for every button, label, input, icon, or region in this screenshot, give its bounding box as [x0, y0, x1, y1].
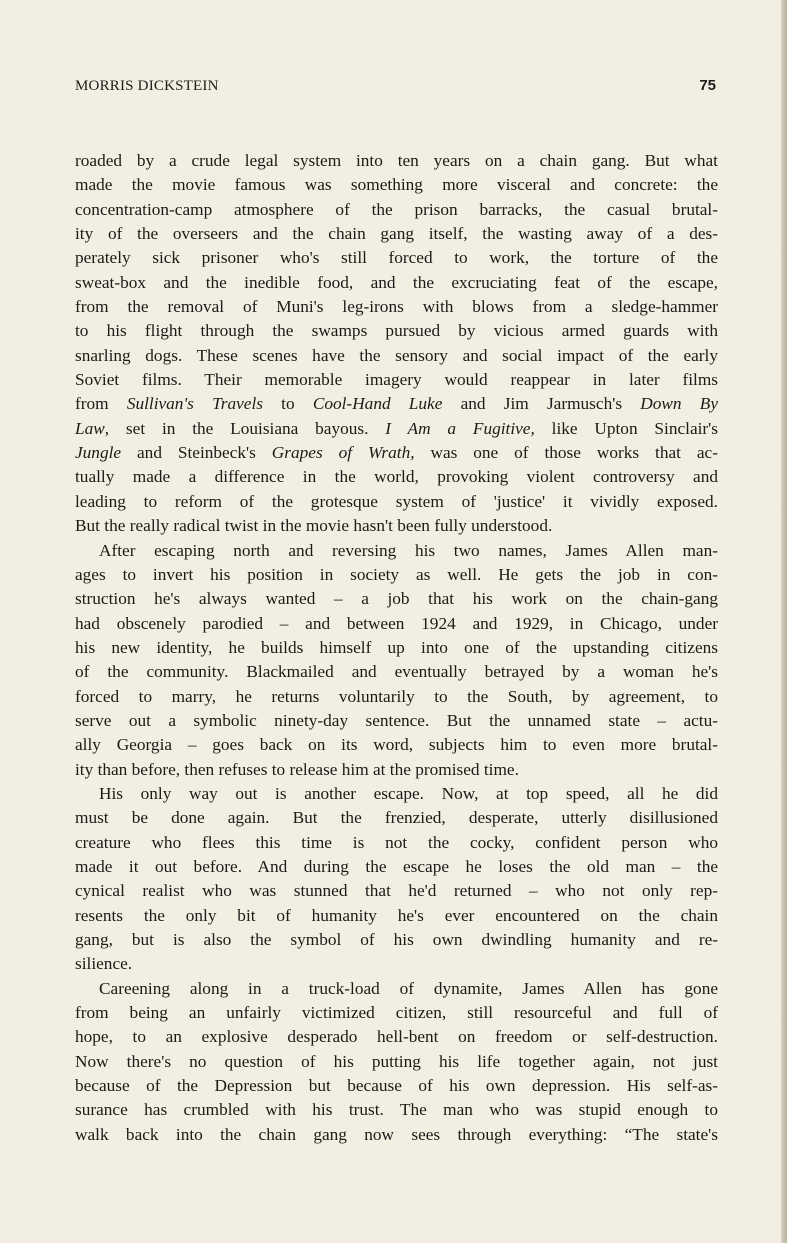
- text-line: struction he's always wanted – a job that his work on the chain-gang: [75, 589, 718, 609]
- book-title-grapes-of-wrath: Grapes of Wrath,: [271, 443, 415, 463]
- film-title-down-by-law: Law: [75, 418, 105, 438]
- text-line: walk back into the chain gang now sees through everything: “The state's: [75, 1124, 718, 1144]
- film-title-sullivans-travels: Sullivan's Travels: [126, 394, 263, 414]
- text-line: His only way out is another escape. Now, at top speed, all he did: [99, 783, 718, 803]
- text-line: made the movie famous was something more visceral and concrete: the: [75, 175, 718, 195]
- text-run: and Jim Jarmusch's: [442, 394, 641, 414]
- page-edge: [781, 0, 787, 1243]
- text-line: leading to reform of the grotesque system of 'justice' it vividly exposed.: [75, 491, 718, 511]
- text-line: from being an unfairly victimized citizen, still resourceful and full of: [75, 1003, 718, 1023]
- text-line: But the really radical twist in the movie hasn't been fully understood.: [75, 516, 553, 536]
- text-line: resents the only bit of humanity he's ever encountered on the chain: [75, 905, 718, 925]
- text-line: perately sick prisoner who's still forced to work, the torture of the: [75, 248, 718, 268]
- text-line: [75, 417, 718, 441]
- text-run: was one of those works that ac-: [414, 443, 718, 463]
- text-line: hope, to an explosive desperado hell-bent on freedom or self-destruction.: [75, 1027, 718, 1047]
- text-line: cynical realist who was stunned that he'd returned – who not only rep-: [75, 881, 718, 901]
- body-text: [75, 149, 718, 1147]
- text-run: to: [262, 394, 313, 414]
- text-line: serve out a symbolic ninety-day sentence. But the unnamed state – actu-: [75, 710, 718, 730]
- text-run: like Upton Sinclair's: [534, 418, 719, 438]
- text-line: must be done again. But the frenzied, desperate, utterly disillusioned: [75, 808, 718, 828]
- text-line: roaded by a crude legal system into ten years on a chain gang. But what: [75, 151, 718, 170]
- page-header: [75, 78, 716, 102]
- text-line: Careening along in a truck-load of dynamite, James Allen has gone: [99, 978, 718, 998]
- text-line: his new identity, he builds himself up into one of the upstanding citizens: [75, 637, 718, 657]
- page-number: 75: [699, 77, 716, 94]
- running-head: MORRIS DICKSTEIN: [75, 78, 219, 94]
- text-line: snarling dogs. These scenes have the sensory and social impact of the early: [75, 345, 718, 365]
- text-line: silience.: [75, 954, 133, 974]
- text-line: surance has crumbled with his trust. The man who was stupid enough to: [75, 1100, 718, 1120]
- text-line: made it out before. And during the escape he loses the old man – the: [75, 856, 718, 876]
- text-line: from the removal of Muni's leg-irons with blows from a sledge-hammer: [75, 297, 718, 317]
- text-line: Soviet films. Their memorable imagery would reappear in later films: [75, 370, 718, 390]
- book-title-jungle: Jungle: [75, 443, 122, 463]
- text-line: [75, 392, 718, 416]
- text-line: of the community. Blackmailed and eventually betrayed by a woman he's: [75, 662, 718, 682]
- text-run: and Steinbeck's: [121, 443, 272, 463]
- text-line: ally Georgia – goes back on its word, subjects him to even more brutal-: [75, 735, 718, 755]
- text-line: to his flight through the swamps pursued by vicious armed guards with: [75, 321, 718, 341]
- text-run: from: [75, 394, 127, 414]
- text-line: ity than before, then refuses to release him at the promised time.: [75, 759, 519, 779]
- text-line: [75, 441, 718, 465]
- film-title-cool-hand-luke: Cool-Hand Luke: [312, 394, 443, 414]
- text-line: ages to invert his position in society as well. He gets the job in con-: [75, 564, 718, 584]
- text-line: sweat-box and the inedible food, and the excruciating feat of the escape,: [75, 272, 718, 292]
- text-line: tually made a difference in the world, provoking violent controversy and: [75, 467, 718, 487]
- text-line: had obscenely parodied – and between 1924 and 1929, in Chicago, under: [75, 613, 718, 633]
- text-line: concentration-camp atmosphere of the prison barracks, the casual brutal-: [75, 199, 718, 219]
- text-line: After escaping north and reversing his two names, James Allen man-: [99, 540, 718, 560]
- text-line: ity of the overseers and the chain gang itself, the wasting away of a des-: [75, 224, 718, 244]
- film-title-down-by-law: Down By: [640, 394, 718, 414]
- film-title-i-am-a-fugitive: I Am a Fugitive,: [385, 418, 535, 438]
- text-run: , set in the Louisiana bayous.: [104, 418, 386, 438]
- text-line: because of the Depression but because of his own depression. His self-as-: [75, 1076, 718, 1096]
- text-line: creature who flees this time is not the cocky, confident person who: [75, 832, 718, 852]
- text-line: forced to marry, he returns voluntarily to the South, by agreement, to: [75, 686, 718, 706]
- text-line: Now there's no question of his putting his life together again, not just: [75, 1051, 718, 1071]
- text-line: gang, but is also the symbol of his own dwindling humanity and re-: [75, 930, 718, 949]
